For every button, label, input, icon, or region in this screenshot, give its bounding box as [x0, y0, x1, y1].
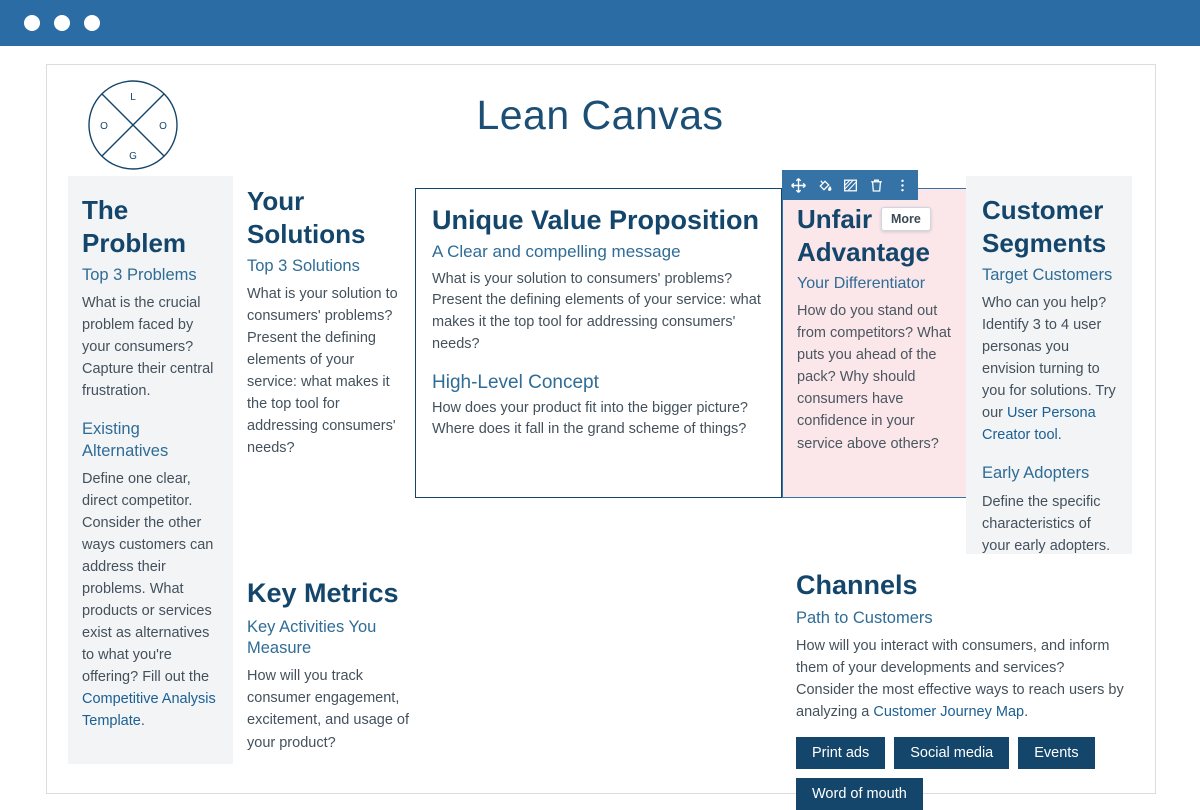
- block-customer-segments[interactable]: [966, 176, 1132, 554]
- solutions-body: What is your solution to consumers' problems? Present the defining elements of your service: what makes it the top tool for addressing consumers' needs?: [247, 285, 398, 457]
- pattern-icon[interactable]: [838, 172, 862, 198]
- block-channels[interactable]: [796, 568, 1126, 810]
- uvp-heading: Unique Value Proposition: [432, 205, 760, 235]
- channels-body-pre: How will you interact with consumers, and inform them of your developments and services? Consider the most effective ways to reach users by analyzing a: [796, 637, 1124, 721]
- user-persona-creator-link[interactable]: User Persona Creator tool: [982, 405, 1096, 444]
- segments-body-2: Define the specific characteristics of your early adopters.: [982, 493, 1111, 554]
- solutions-heading: Your Solutions: [247, 186, 366, 250]
- customer-journey-map-link[interactable]: Customer Journey Map: [873, 704, 1025, 721]
- problem-body-2-post: .: [140, 713, 145, 730]
- channel-chip[interactable]: Word of mouth: [796, 778, 923, 810]
- minimize-dot-icon[interactable]: [54, 15, 70, 31]
- channels-heading: Channels: [796, 570, 918, 600]
- segments-body-pre: Who can you help? Identify 3 to 4 user personas you envision turning to you for solutions. Try our: [982, 294, 1116, 422]
- channels-body-post: .: [1024, 704, 1029, 721]
- block-solutions[interactable]: [247, 185, 407, 459]
- metrics-subheading: Key Activities You Measure: [247, 617, 377, 657]
- competitive-analysis-template-link[interactable]: Competitive Analysis Template: [82, 691, 216, 730]
- fill-color-icon[interactable]: [812, 172, 836, 198]
- uvp-concept-heading: High-Level Concept: [432, 371, 599, 393]
- metrics-body: How will you track consumer engagement, excitement, and usage of your product?: [247, 668, 410, 751]
- unfair-subheading: Your Differentiator: [797, 274, 926, 292]
- problem-body-2-pre: Define one clear, direct competitor. Consider the other ways customers can address their problems. What products or services exist as alternatives to what you're offering? Fill out the: [82, 471, 214, 686]
- maximize-dot-icon[interactable]: [84, 15, 100, 31]
- metrics-heading: Key Metrics: [247, 578, 399, 608]
- problem-subheading-2: Existing Alternatives: [82, 420, 169, 460]
- page-title: Lean Canvas: [476, 92, 724, 138]
- svg-text:O: O: [159, 121, 167, 132]
- segments-body: [982, 292, 1118, 446]
- window-controls: [24, 15, 100, 31]
- channel-chip[interactable]: Events: [1018, 737, 1094, 769]
- move-icon[interactable]: [786, 172, 810, 198]
- selection-toolbar[interactable]: [782, 170, 918, 200]
- more-tooltip: More: [881, 207, 931, 231]
- segments-subheading: Target Customers: [982, 265, 1113, 284]
- problem-body: What is the crucial problem faced by your consumers? Capture their central frustration.: [82, 294, 214, 400]
- problem-subheading: Top 3 Problems: [82, 265, 197, 284]
- unfair-body: How do you stand out from competitors? What puts you ahead of the pack? Why should consumers have confidence in your service above others?: [797, 303, 951, 452]
- channel-chip[interactable]: Social media: [894, 737, 1009, 769]
- window-titlebar: [0, 0, 1200, 46]
- segments-heading: Customer Segments: [982, 195, 1107, 259]
- unfair-heading: Unfair Advantage: [797, 204, 930, 268]
- channels-body: [796, 635, 1126, 723]
- more-options-icon[interactable]: [890, 172, 914, 198]
- uvp-concept-body: How does your product fit into the bigger picture? Where does it fall in the grand scheme of things?: [432, 399, 748, 438]
- segments-subheading-2: Early Adopters: [982, 464, 1090, 483]
- channels-subheading: Path to Customers: [796, 608, 933, 627]
- channel-chip-list: [796, 737, 1116, 810]
- block-unfair-advantage[interactable]: [782, 188, 967, 498]
- close-dot-icon[interactable]: [24, 15, 40, 31]
- uvp-body: What is your solution to consumers' problems? Present the defining elements of your service: what makes it the top tool for addressing consumers' needs?: [432, 270, 761, 352]
- svg-text:L: L: [130, 92, 136, 103]
- svg-text:G: G: [129, 151, 137, 162]
- block-problem[interactable]: [68, 176, 233, 764]
- svg-text:O: O: [100, 121, 108, 132]
- channel-chip[interactable]: Print ads: [796, 737, 885, 769]
- block-key-metrics[interactable]: [247, 576, 417, 754]
- segments-body-post: .: [1057, 427, 1062, 444]
- problem-heading: The Problem: [82, 195, 187, 259]
- block-unique-value-proposition[interactable]: [415, 188, 782, 498]
- problem-body-2: [82, 468, 219, 732]
- solutions-subheading: Top 3 Solutions: [247, 256, 360, 275]
- delete-icon[interactable]: [864, 172, 888, 198]
- uvp-subheading: A Clear and compelling message: [432, 241, 681, 261]
